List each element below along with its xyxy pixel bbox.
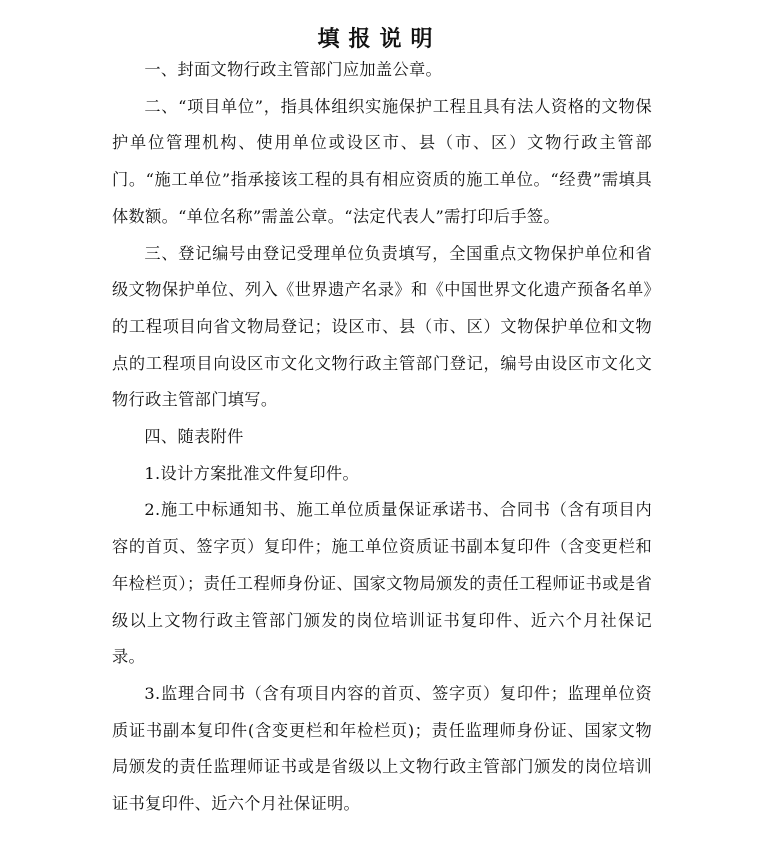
paragraph-cover-seal: 一、封面文物行政主管部门应加盖公章。 (144, 60, 443, 79)
document-title: 填报说明 (317, 25, 442, 52)
attachment-item-3: 3.监理合同书（含有项目内容的首页、签字页）复印件；监理单位资质证书副本复印件(含变更栏和年检栏页)；责任监理师身份证、国家文物局颁发的责任监理师证书或是省级以上文物行政主管部门颁发的岗位培训证书复印件、近六个月社保证明。 (112, 683, 652, 814)
attachment-item-1: 1.设计方案批准文件复印件。 (144, 463, 359, 483)
document-body (112, 52, 652, 823)
paragraph-project-unit: 二、“项目单位”，指具体组织实施保护工程且具有法人资格的文物保护单位管理机构、使用单位或设区市、县（市、区）文物行政主管部门。“施工单位”指承接该工程的具有相应资质的施工单位。“经费”需填具体数额。“单位名称”需盖公章。“法定代表人”需打印后手签。 (112, 96, 652, 226)
paragraph-registration-number: 三、登记编号由登记受理单位负责填写，全国重点文物保护单位和省级文物保护单位、列入《世界遗产名录》和《中国世界文化遗产预备名单》的工程项目向省文物局登记；设区市、县（市、区）文物保护单位和文物点的工程项目向设区市文化文物行政主管部门登记，编号由设区市文化文物行政主管部门填写。 (112, 243, 652, 410)
paragraph-attachments-heading: 四、随表附件 (144, 427, 244, 447)
attachment-item-2: 2.施工中标通知书、施工单位质量保证承诺书、合同书（含有项目内容的首页、签字页）复印件；施工单位资质证书副本复印件（含变更栏和年检栏页）；责任工程师身份证、国家文物局颁发的责任工程师证书或是省级以上文物行政主管部门颁发的岗位培训证书复印件、近六个月社保记录。 (112, 500, 652, 667)
